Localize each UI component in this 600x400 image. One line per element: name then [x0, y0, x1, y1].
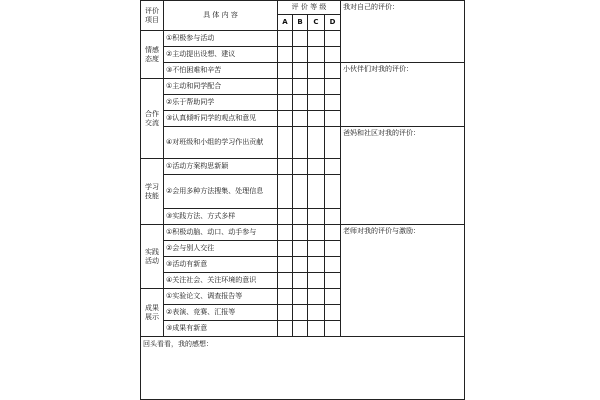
criterion-item: ②表演、竞赛、汇报等	[164, 305, 278, 321]
reflection-box[interactable]	[141, 337, 465, 400]
grade-cell[interactable]	[293, 127, 308, 159]
criterion-item: ④关注社会、关注环境的意识	[164, 273, 278, 289]
criterion-item: ④对班级和小组的学习作出贡献	[164, 127, 278, 159]
grade-cell[interactable]	[325, 305, 341, 321]
criterion-item: ①实验论文、调查报告等	[164, 289, 278, 305]
grade-d: D	[325, 15, 341, 31]
grade-cell[interactable]	[308, 79, 325, 95]
criterion-item: ③成果有新意	[164, 321, 278, 337]
grade-cell[interactable]	[278, 225, 293, 241]
criterion-item: ①积极参与活动	[164, 31, 278, 47]
grade-cell[interactable]	[325, 79, 341, 95]
grade-cell[interactable]	[293, 257, 308, 273]
section-name-cooperation: 合作 交流	[141, 79, 164, 159]
grade-cell[interactable]	[293, 159, 308, 175]
grade-cell[interactable]	[278, 95, 293, 111]
section-name-skills: 学习 技能	[141, 159, 164, 225]
evaluation-form	[140, 0, 464, 400]
section-name-results: 成果 展示	[141, 289, 164, 337]
parent-comment-label: 爸妈和社区对我的评价：	[343, 129, 420, 137]
self-comment-label: 我对自己的评价：	[343, 3, 399, 11]
header-item-label: 评价 项目	[141, 1, 164, 31]
grade-cell[interactable]	[278, 159, 293, 175]
grade-cell[interactable]	[325, 289, 341, 305]
criterion-item: ③认真倾听同学的观点和意见	[164, 111, 278, 127]
grade-cell[interactable]	[308, 47, 325, 63]
grade-cell[interactable]	[293, 79, 308, 95]
grade-cell[interactable]	[308, 241, 325, 257]
grade-cell[interactable]	[293, 225, 308, 241]
grade-cell[interactable]	[325, 321, 341, 337]
header-content-label: 具 体 内 容	[164, 1, 278, 31]
grade-cell[interactable]	[325, 127, 341, 159]
grade-cell[interactable]	[278, 241, 293, 257]
grade-cell[interactable]	[278, 111, 293, 127]
header-grade-label: 评 价 等 级	[278, 1, 341, 15]
grade-a: A	[278, 15, 293, 31]
grade-cell[interactable]	[325, 209, 341, 225]
grade-cell[interactable]	[293, 289, 308, 305]
grade-cell[interactable]	[278, 305, 293, 321]
grade-cell[interactable]	[293, 31, 308, 47]
grade-cell[interactable]	[325, 95, 341, 111]
teacher-comment-label: 老师对我的评价与激励：	[343, 227, 420, 235]
grade-cell[interactable]	[278, 289, 293, 305]
parent-comment-box[interactable]	[341, 127, 465, 225]
criterion-item: ①积极动脑、动口、动手参与	[164, 225, 278, 241]
grade-cell[interactable]	[308, 257, 325, 273]
grade-cell[interactable]	[308, 175, 325, 209]
grade-cell[interactable]	[278, 175, 293, 209]
grade-cell[interactable]	[308, 305, 325, 321]
grade-cell[interactable]	[293, 95, 308, 111]
grade-cell[interactable]	[308, 289, 325, 305]
reflection-label: 回头看看，我的感想：	[143, 340, 213, 348]
grade-cell[interactable]	[293, 305, 308, 321]
grade-cell[interactable]	[308, 159, 325, 175]
grade-cell[interactable]	[278, 79, 293, 95]
criterion-item: ③不怕困难和辛苦	[164, 63, 278, 79]
grade-cell[interactable]	[308, 225, 325, 241]
criterion-item: ③实践方法、方式多样	[164, 209, 278, 225]
grade-cell[interactable]	[325, 257, 341, 273]
grade-cell[interactable]	[325, 241, 341, 257]
grade-cell[interactable]	[293, 47, 308, 63]
grade-cell[interactable]	[308, 95, 325, 111]
grade-cell[interactable]	[293, 321, 308, 337]
grade-cell[interactable]	[325, 273, 341, 289]
grade-cell[interactable]	[278, 127, 293, 159]
grade-cell[interactable]	[278, 63, 293, 79]
grade-cell[interactable]	[293, 209, 308, 225]
grade-cell[interactable]	[278, 209, 293, 225]
criterion-item: ①活动方案构思新颖	[164, 159, 278, 175]
grade-cell[interactable]	[293, 111, 308, 127]
grade-cell[interactable]	[325, 159, 341, 175]
peer-comment-box[interactable]	[341, 63, 465, 127]
grade-cell[interactable]	[293, 241, 308, 257]
grade-cell[interactable]	[308, 209, 325, 225]
grade-cell[interactable]	[293, 273, 308, 289]
grade-cell[interactable]	[308, 63, 325, 79]
grade-cell[interactable]	[325, 63, 341, 79]
teacher-comment-box[interactable]	[341, 225, 465, 337]
grade-cell[interactable]	[293, 175, 308, 209]
section-name-practice: 实践 活动	[141, 225, 164, 289]
grade-cell[interactable]	[325, 47, 341, 63]
grade-cell[interactable]	[325, 111, 341, 127]
grade-cell[interactable]	[278, 321, 293, 337]
grade-cell[interactable]	[325, 225, 341, 241]
grade-cell[interactable]	[278, 31, 293, 47]
criterion-item: ②会用多种方法搜集、处理信息	[164, 175, 278, 209]
criterion-item: ②主动提出设想、建议	[164, 47, 278, 63]
grade-cell[interactable]	[325, 31, 341, 47]
grade-cell[interactable]	[308, 111, 325, 127]
criterion-item: ③活动有新意	[164, 257, 278, 273]
criterion-item: ①主动和同学配合	[164, 79, 278, 95]
grade-cell[interactable]	[293, 63, 308, 79]
grade-cell[interactable]	[278, 47, 293, 63]
grade-cell[interactable]	[308, 273, 325, 289]
section-name-attitude: 情感 态度	[141, 31, 164, 79]
grade-cell[interactable]	[278, 257, 293, 273]
grade-c: C	[308, 15, 325, 31]
peer-comment-label: 小伙伴们对我的评价：	[343, 65, 413, 73]
grade-cell[interactable]	[308, 31, 325, 47]
criterion-item: ②乐于帮助同学	[164, 95, 278, 111]
self-comment-box[interactable]	[341, 1, 465, 63]
criterion-item: ②会与别人交往	[164, 241, 278, 257]
grade-cell[interactable]	[308, 321, 325, 337]
grade-cell[interactable]	[325, 175, 341, 209]
grade-cell[interactable]	[278, 273, 293, 289]
grade-cell[interactable]	[308, 127, 325, 159]
evaluation-table	[140, 0, 465, 400]
grade-b: B	[293, 15, 308, 31]
